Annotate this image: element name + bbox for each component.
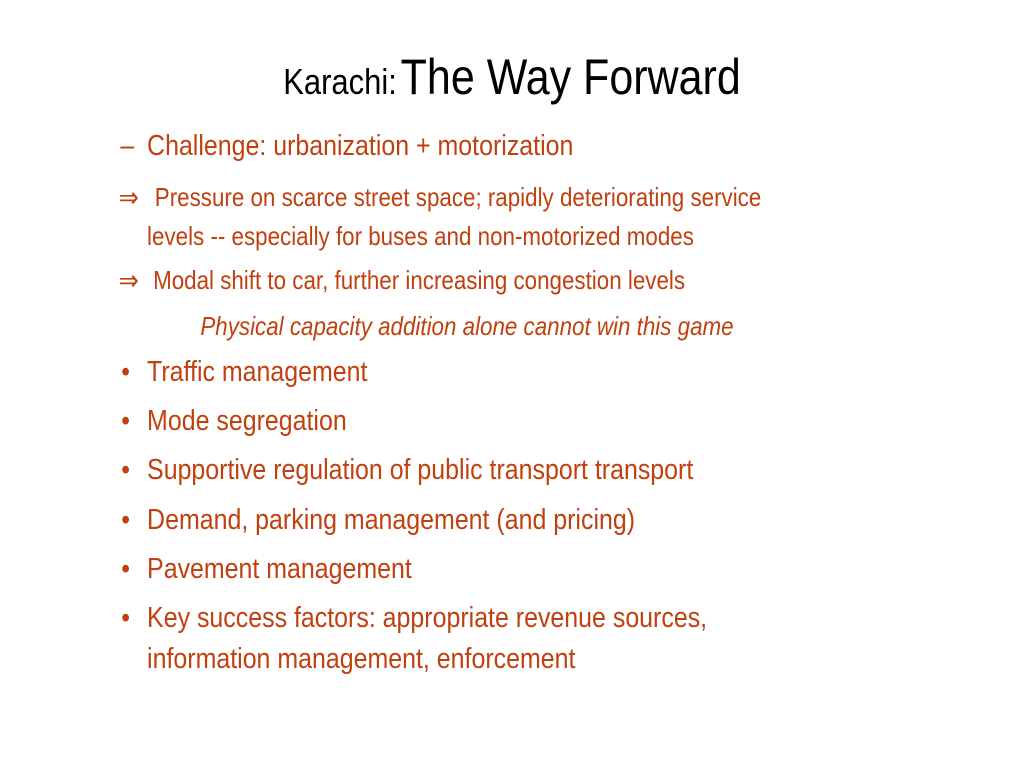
bullet-text: Demand, parking management (and pricing) bbox=[147, 504, 636, 536]
dash-marker: – bbox=[120, 130, 135, 162]
bullet-text: Mode segregation bbox=[147, 405, 347, 437]
note-text: Physical capacity addition alone cannot win this game bbox=[200, 311, 734, 341]
implication-text-line: levels -- especially for buses and non-motorized modes bbox=[147, 221, 694, 251]
bullet-icon: • bbox=[121, 504, 130, 536]
bullet-text: Key success factors: appropriate revenue sources, bbox=[147, 602, 708, 634]
bullet-text: Pavement management bbox=[147, 553, 412, 585]
bullet-icon: • bbox=[121, 454, 130, 486]
bullet-icon: • bbox=[121, 553, 130, 585]
title-prefix: Karachi: bbox=[283, 61, 397, 102]
title-main: The Way Forward bbox=[400, 49, 741, 105]
implies-arrow-icon: ⇒ bbox=[118, 265, 139, 296]
slide-title bbox=[72, 48, 953, 106]
implies-arrow-icon: ⇒ bbox=[118, 182, 139, 213]
bullet-icon: • bbox=[121, 405, 130, 437]
bullet-text: Supportive regulation of public transport transport bbox=[147, 454, 694, 486]
implication-text-line: Pressure on scarce street space; rapidly deteriorating service bbox=[154, 182, 762, 212]
bullet-text: Traffic management bbox=[147, 356, 368, 388]
bullet-text: information management, enforcement bbox=[147, 643, 576, 675]
bullet-icon: • bbox=[121, 602, 130, 634]
challenge-text: Challenge: urbanization + motorization bbox=[147, 130, 574, 162]
implication-text-line: Modal shift to car, further increasing congestion levels bbox=[153, 265, 686, 295]
bullet-icon: • bbox=[121, 356, 130, 388]
